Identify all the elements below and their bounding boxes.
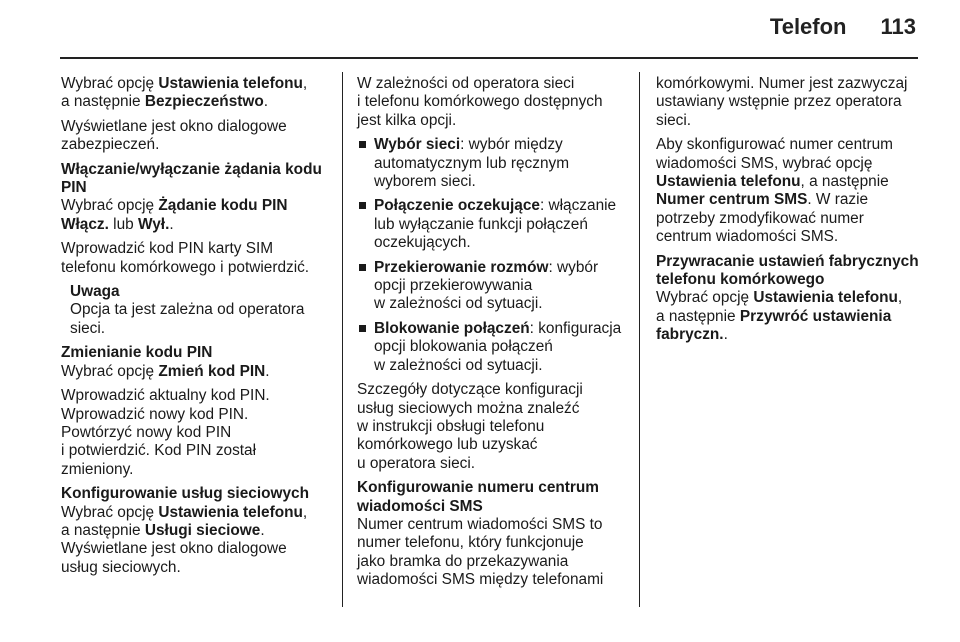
column-divider-1	[342, 72, 343, 607]
text: oczekujących.	[374, 234, 471, 252]
page-header	[770, 14, 916, 40]
list-item	[357, 259, 629, 314]
paragraph-network-services-select	[61, 504, 335, 541]
paragraph-change-pin-select	[61, 363, 335, 381]
text: Numer centrum wiadomości SMS to	[357, 515, 603, 533]
text: komórkowego lub uzyskać	[357, 436, 538, 454]
menu-term: Zmień kod PIN	[158, 362, 266, 380]
menu-term: Ustawienia telefonu	[753, 289, 898, 307]
note-text: sieci.	[70, 319, 106, 337]
note-title: Uwaga	[70, 283, 120, 301]
text: Wybrać opcję	[61, 503, 159, 521]
text: zabezpieczeń.	[61, 136, 160, 154]
text: : wybór między	[460, 136, 563, 154]
heading-factory-reset	[656, 253, 926, 290]
text: sieci.	[656, 111, 692, 129]
menu-term: Żądanie kodu PIN	[158, 197, 288, 215]
option-term: Przekierowanie rozmów	[374, 258, 549, 276]
paragraph-select-security	[61, 75, 335, 112]
text: u operatora sieci.	[357, 454, 476, 472]
options-list	[357, 136, 629, 375]
text: Wyświetlane jest okno dialogowe	[61, 117, 287, 135]
text: ,	[897, 289, 903, 307]
text: ,	[302, 75, 308, 92]
column-1	[61, 75, 335, 583]
column-2	[357, 75, 629, 596]
menu-term: fabryczn.	[656, 326, 724, 344]
paragraph-factory-reset	[656, 289, 926, 344]
text: W zależności od operatora sieci	[357, 75, 575, 92]
menu-term: Wył.	[138, 215, 170, 233]
text: ,	[302, 503, 308, 521]
list-item	[357, 136, 629, 191]
note-box	[61, 283, 335, 338]
text: wiadomości SMS między telefonami	[357, 571, 604, 589]
text: w zależności od sytuacji.	[374, 356, 543, 374]
text: lub	[108, 215, 138, 233]
bullet-square-icon	[359, 325, 366, 332]
menu-term: Przywróć ustawienia	[739, 307, 892, 325]
text: wiadomości SMS, wybrać opcję	[656, 154, 873, 172]
column-3	[656, 75, 926, 351]
text: usług sieciowych można znaleźć	[357, 399, 580, 417]
paragraph-config-details	[357, 381, 629, 473]
text: Aby skonfigurować numer centrum	[656, 136, 893, 154]
text: .	[263, 93, 269, 111]
text: : konfiguracja	[529, 319, 622, 337]
heading-text: PIN	[61, 179, 87, 197]
text: Wprowadzić kod PIN karty SIM	[61, 240, 274, 258]
text: Wprowadzić nowy kod PIN.	[61, 405, 249, 423]
bullet-square-icon	[359, 264, 366, 271]
paragraph-pin-request-select	[61, 197, 335, 234]
text: komórkowymi. Numer jest zazwyczaj	[656, 75, 908, 92]
heading-pin-request	[61, 161, 335, 198]
text: potrzeby zmodyfikować numer	[656, 209, 864, 227]
text: .	[169, 215, 174, 233]
menu-term: Włącz.	[61, 215, 109, 233]
text: a następnie	[61, 521, 145, 539]
option-term: Połączenie oczekujące	[374, 197, 540, 215]
text: lub wyłączanie funkcji połączeń	[374, 215, 588, 233]
menu-term: Numer centrum SMS	[656, 191, 808, 209]
text: Szczegóły dotyczące konfiguracji	[357, 381, 583, 399]
text: Wyświetlane jest okno dialogowe	[61, 540, 287, 558]
column-divider-2	[639, 72, 640, 607]
heading-change-pin: Zmienianie kodu PIN	[61, 344, 213, 362]
text: Wybrać opcję	[656, 289, 754, 307]
text: telefonu komórkowego i potwierdzić.	[61, 258, 310, 276]
text: usług sieciowych.	[61, 558, 181, 576]
paragraph-enter-pin	[61, 240, 335, 277]
heading-text: Konfigurowanie numeru centrum	[357, 479, 599, 497]
paragraph-options-intro	[357, 75, 629, 130]
text: opcji blokowania połączeń	[374, 338, 553, 356]
paragraph-sms-center-config	[656, 136, 926, 246]
text: .	[265, 362, 270, 380]
text: : włączanie	[539, 197, 617, 215]
paragraph-dialog-security	[61, 118, 335, 155]
heading-text: Włączanie/wyłączanie żądania kodu	[61, 160, 322, 178]
text: : wybór	[548, 258, 599, 276]
page-title: Telefon	[769, 14, 847, 39]
heading-text: wiadomości SMS	[357, 497, 483, 515]
text: Wybrać opcję	[61, 362, 159, 380]
text: i telefonu komórkowego dostępnych	[357, 93, 603, 111]
text: w zależności od sytuacji.	[374, 295, 543, 313]
text: . W razie	[807, 191, 869, 209]
paragraph-change-pin-steps	[61, 387, 335, 479]
note-text: Opcja ta jest zależna od operatora	[70, 301, 305, 319]
text: .	[723, 326, 728, 344]
text: jest kilka opcji.	[357, 111, 457, 129]
heading-sms-center	[357, 479, 629, 516]
heading-text: telefonu komórkowego	[656, 271, 825, 289]
text: , a następnie	[800, 173, 889, 191]
text: ustawiany wstępnie przez operatora	[656, 93, 902, 111]
menu-term: Ustawienia telefonu	[158, 75, 303, 92]
text: opcji przekierowywania	[374, 277, 533, 295]
text: a następnie	[61, 93, 145, 111]
paragraph-sms-center-cont	[656, 75, 926, 130]
option-term: Wybór sieci	[374, 136, 461, 154]
text: jako bramka do przekazywania	[357, 552, 569, 570]
header-divider	[60, 57, 918, 59]
page-number: 113	[880, 14, 916, 39]
heading-text: Przywracanie ustawień fabrycznych	[656, 252, 919, 270]
paragraph-sms-center	[357, 516, 629, 590]
paragraph-network-services-dialog	[61, 540, 335, 577]
bullet-square-icon	[359, 141, 366, 148]
text: wyborem sieci.	[374, 173, 476, 191]
text: Wybrać opcję	[61, 197, 159, 215]
menu-term: Usługi sieciowe	[144, 521, 261, 539]
text: Powtórzyć nowy kod PIN	[61, 423, 232, 441]
list-item	[357, 320, 629, 375]
text: a następnie	[656, 307, 740, 325]
text: centrum wiadomości SMS.	[656, 228, 839, 246]
menu-term: Ustawienia telefonu	[656, 173, 801, 191]
text: Wybrać opcję	[61, 75, 159, 92]
option-term: Blokowanie połączeń	[374, 319, 530, 337]
text: i potwierdzić. Kod PIN został	[61, 442, 257, 460]
heading-network-services: Konfigurowanie usług sieciowych	[61, 485, 309, 503]
bullet-square-icon	[359, 202, 366, 209]
menu-term: Bezpieczeństwo	[144, 93, 264, 111]
list-item	[357, 197, 629, 252]
text: .	[260, 521, 265, 539]
text: automatycznym lub ręcznym	[374, 154, 570, 172]
text: numer telefonu, który funkcjonuje	[357, 534, 584, 552]
text: zmieniony.	[61, 460, 134, 478]
menu-term: Ustawienia telefonu	[158, 503, 303, 521]
text: w instrukcji obsługi telefonu	[357, 417, 545, 435]
text: Wprowadzić aktualny kod PIN.	[61, 387, 270, 405]
